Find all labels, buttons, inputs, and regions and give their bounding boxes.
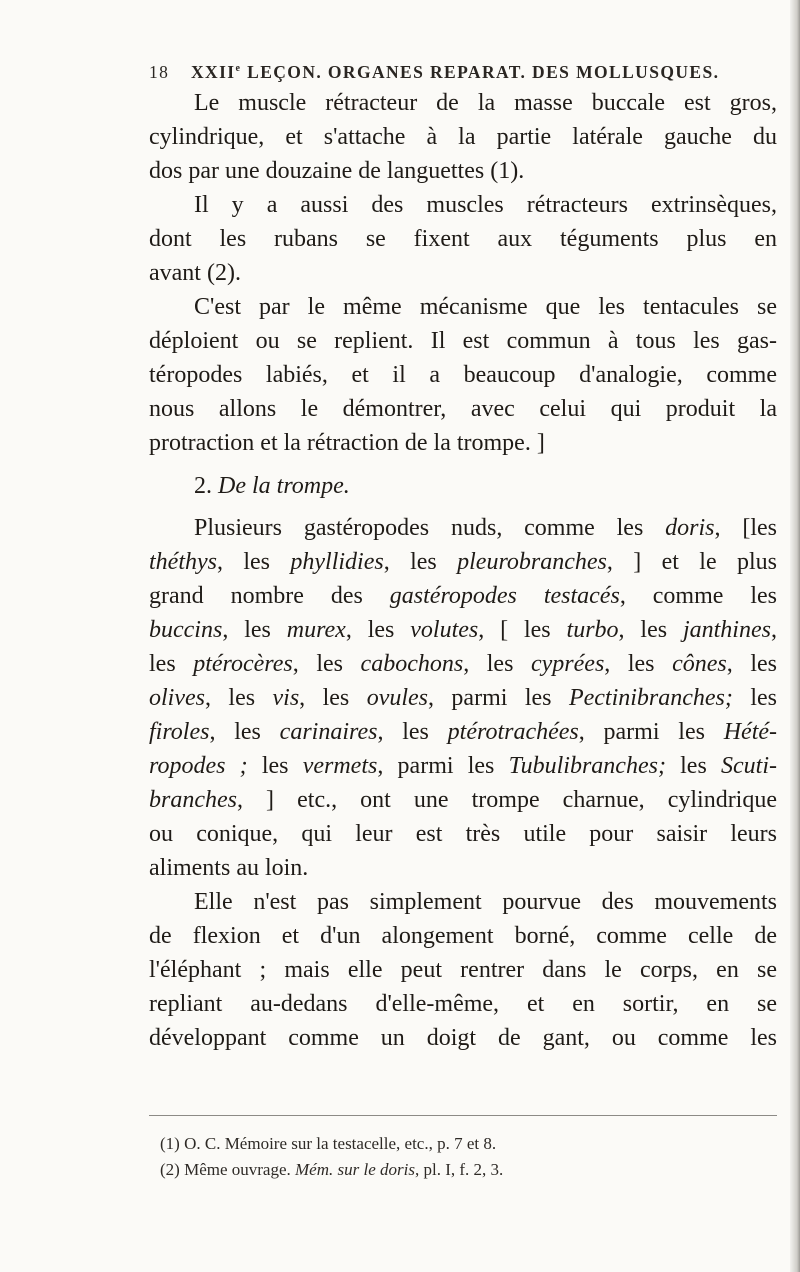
footnotes bbox=[160, 1131, 780, 1183]
text-line: Il y a aussi des muscles rétracteurs extrinsèques, bbox=[194, 192, 777, 218]
text-line: développant comme un doigt de gant, ou comme les bbox=[149, 1025, 777, 1051]
text-line: protraction et la rétraction de la trompe. ] bbox=[149, 430, 545, 456]
text-line: avant (2). bbox=[149, 260, 241, 286]
footnote-1: (1) O. C. Mémoire sur la testacelle, etc., p. 7 et 8. bbox=[160, 1134, 497, 1153]
text-line: dont les rubans se fixent aux téguments plus en bbox=[149, 226, 777, 252]
text-line: Plusieurs gastéropodes nuds, comme les doris, [les bbox=[194, 515, 777, 541]
text-line: firoles, les carinaires, les ptérotrachées, parmi les Hété- bbox=[149, 719, 778, 745]
text-line: déploient ou se replient. Il est commun à tous les gas- bbox=[149, 328, 777, 354]
text-line: ropodes ; les vermets, parmi les Tubulibranches; les Scuti- bbox=[149, 753, 777, 779]
header-title bbox=[191, 62, 719, 82]
text-line: les ptérocères, les cabochons, les cyprées, les cônes, les bbox=[149, 651, 777, 677]
running-header bbox=[149, 62, 779, 83]
text-line: aliments au loin. bbox=[149, 855, 309, 881]
page-body bbox=[149, 86, 777, 1055]
text-line: théthys, les phyllidies, les pleurobranches, ] et le plus bbox=[149, 549, 777, 575]
page-edge-shadow bbox=[790, 0, 800, 1272]
text-line: de flexion et d'un alongement borné, comme celle de bbox=[149, 923, 777, 949]
text-line: nous allons le démontrer, avec celui qui produit la bbox=[149, 396, 777, 422]
text-line: olives, les vis, les ovules, parmi les Pectinibranches; les bbox=[149, 685, 777, 711]
footnote-divider bbox=[149, 1115, 777, 1116]
section-title: De la trompe. bbox=[218, 473, 350, 499]
footnote-2: (2) Même ouvrage. Mém. sur le doris, pl. I, f. 2, 3. bbox=[160, 1160, 504, 1179]
text-line: téropodes labiés, et il a beaucoup d'analogie, comme bbox=[149, 362, 777, 388]
lesson-sup: e bbox=[235, 63, 242, 75]
section-number: 2. bbox=[194, 473, 212, 499]
header-title-text: LEÇON. ORGANES REPARAT. DES MOLLUSQUES. bbox=[241, 62, 720, 82]
page-number: 18 bbox=[149, 62, 170, 82]
text-line: ou conique, qui leur est très utile pour saisir leurs bbox=[149, 821, 777, 847]
text-line: Le muscle rétracteur de la masse buccale est gros, bbox=[194, 90, 777, 116]
text-line: repliant au-dedans d'elle-même, et en sortir, en se bbox=[149, 991, 777, 1017]
text-line: grand nombre des gastéropodes testacés, comme les bbox=[149, 583, 777, 609]
text-line: buccins, les murex, les volutes, [ les turbo, les janthines, bbox=[149, 617, 777, 643]
text-line: Elle n'est pas simplement pourvue des mouvements bbox=[194, 889, 777, 915]
text-line: cylindrique, et s'attache à la partie latérale gauche du bbox=[149, 124, 777, 150]
text-line: dos par une douzaine de languettes (1). bbox=[149, 158, 525, 184]
text-line: branches, ] etc., ont une trompe charnue, cylindrique bbox=[149, 787, 777, 813]
text-line: C'est par le même mécanisme que les tentacules se bbox=[194, 294, 777, 320]
section-heading bbox=[149, 469, 777, 503]
text-line: l'éléphant ; mais elle peut rentrer dans le corps, en se bbox=[149, 957, 777, 983]
lesson-roman: XXII bbox=[191, 62, 236, 82]
